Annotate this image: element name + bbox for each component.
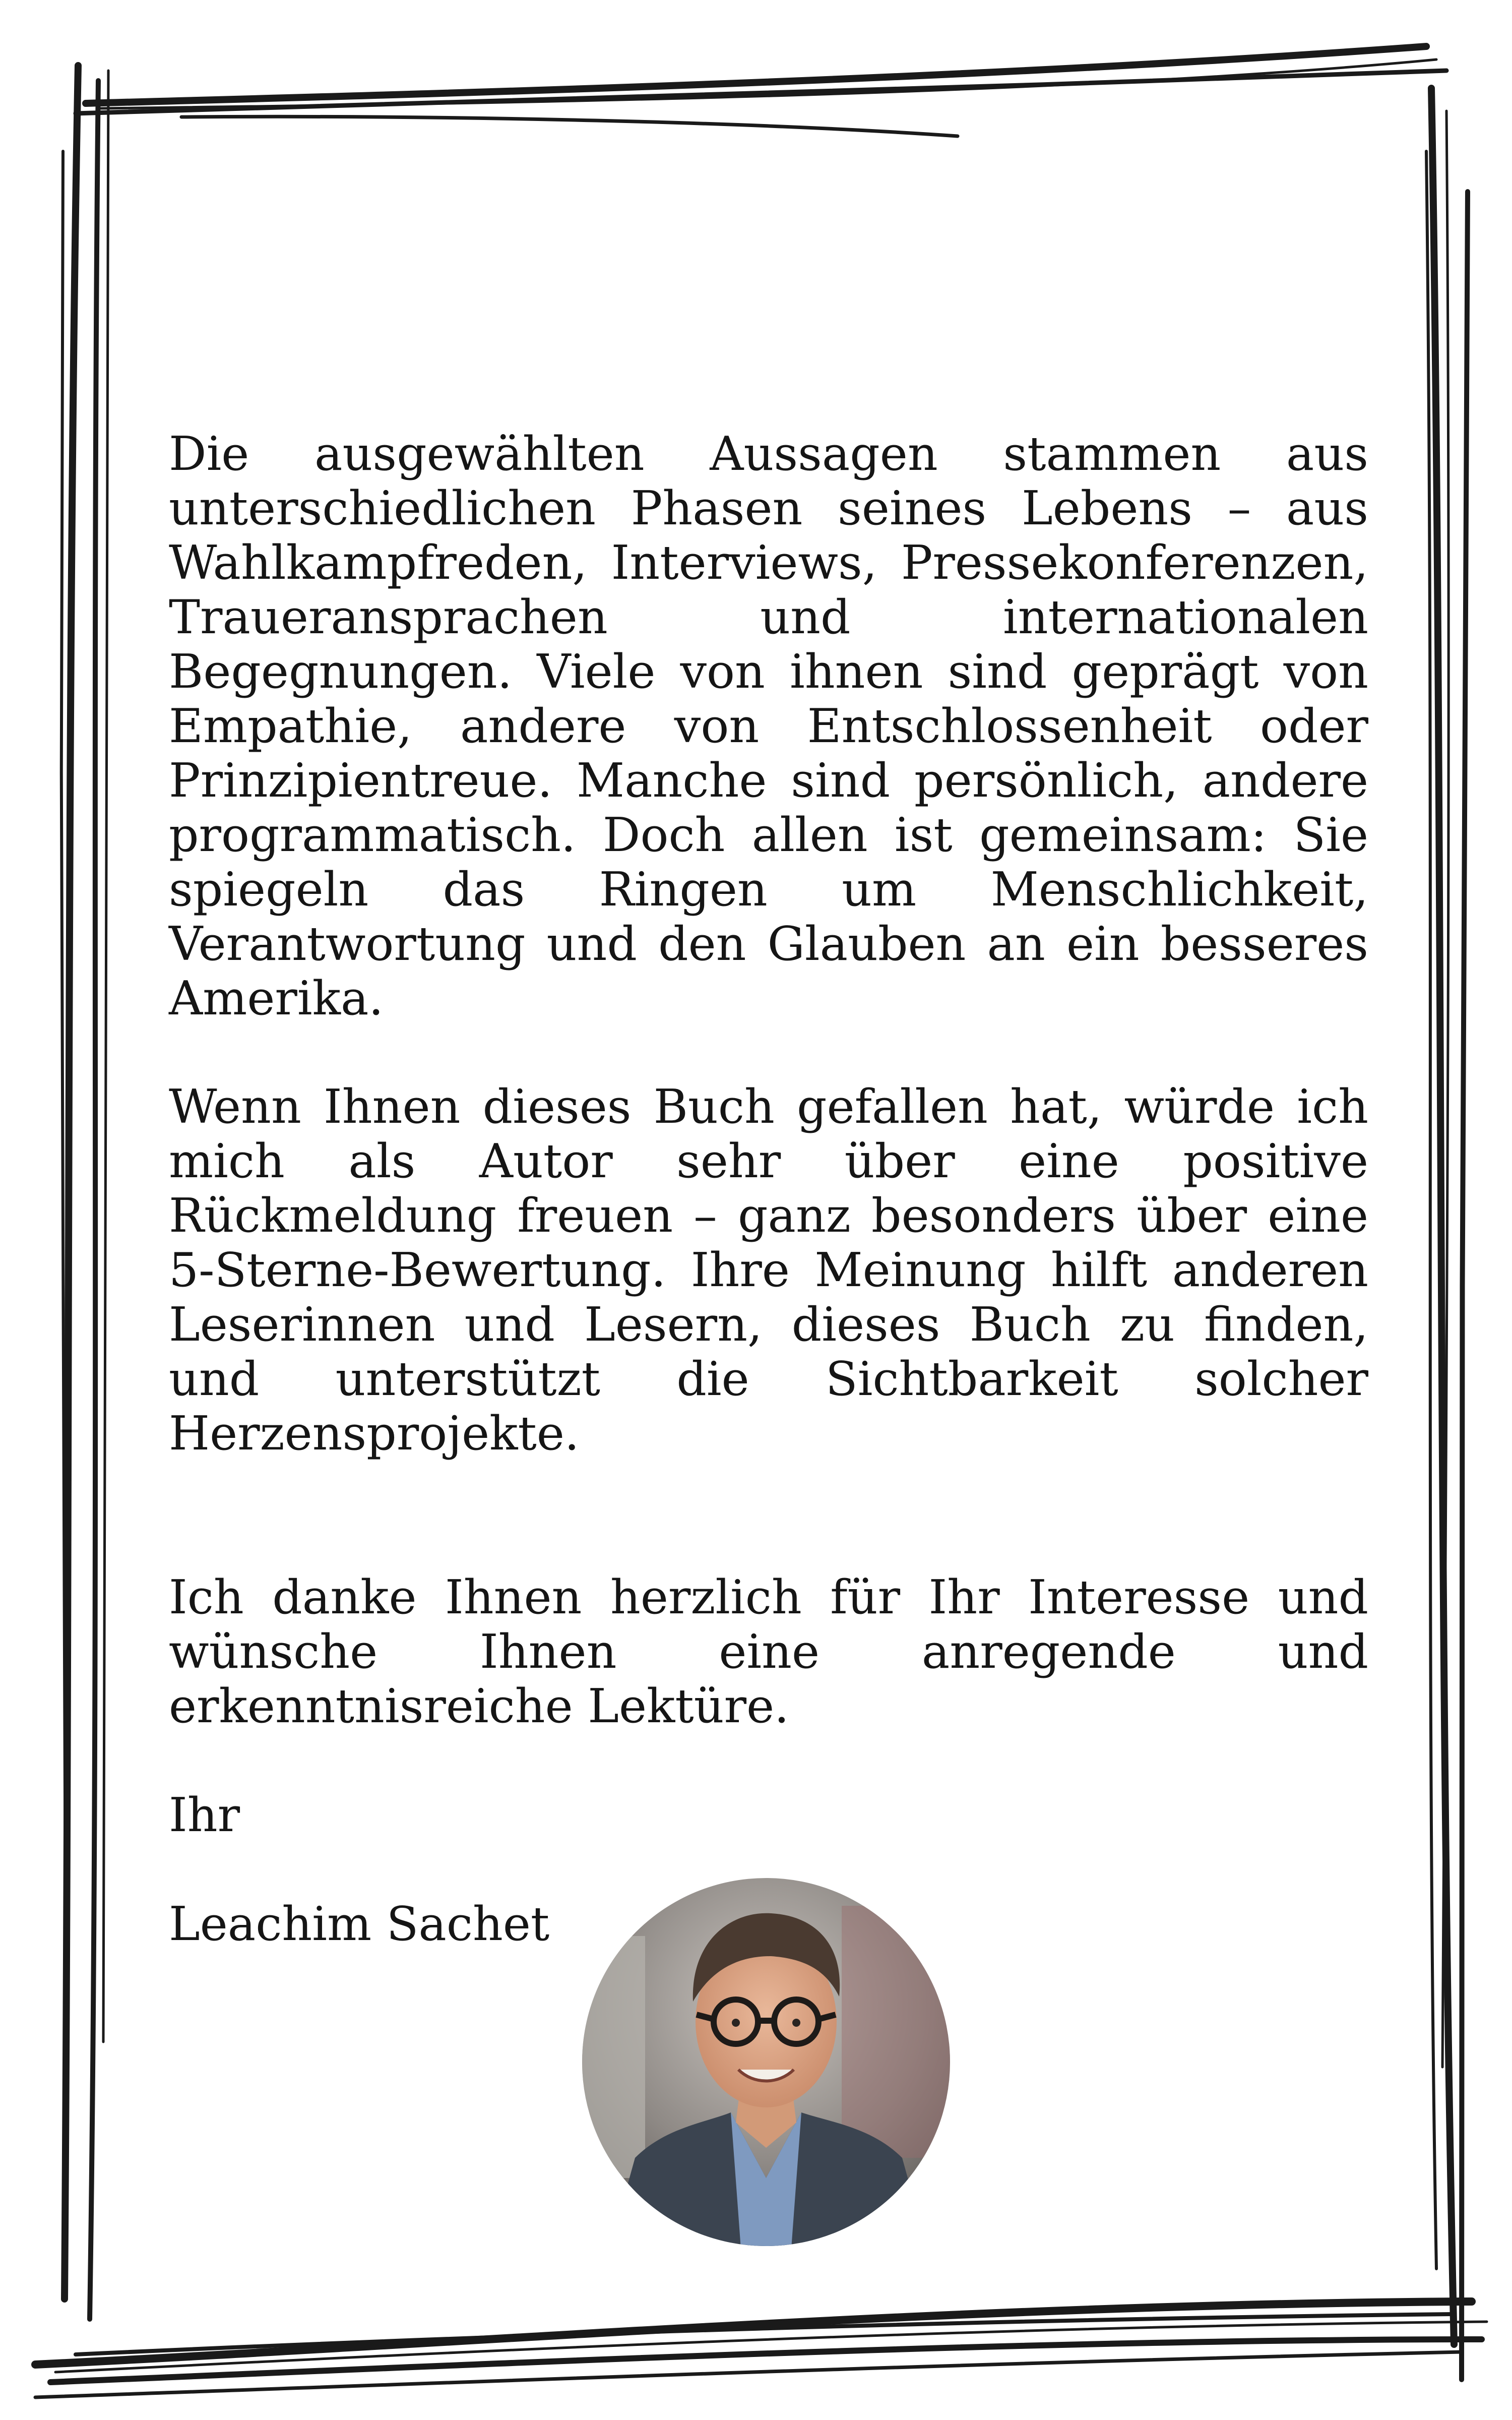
author-portrait [580, 1876, 953, 2249]
frame-top-stroke [181, 116, 958, 136]
frame-left-stroke [103, 71, 108, 2042]
frame-right-stroke [1461, 192, 1468, 2380]
closing-salutation: Ihr [169, 1788, 240, 1842]
paragraph-thanks: Ich danke Ihnen herzlich für Ihr Interesse und wünsche Ihnen eine anregende und erkenntnisreiche Lektüre. [169, 1570, 1368, 1733]
frame-left-stroke [90, 81, 98, 2319]
paragraph-review-request: Wenn Ihnen dieses Buch gefallen hat, würde ich mich als Autor sehr über eine positive Rückmeldung freuen – ganz besonders über eine 5-Sterne-Bewertung. Ihre Meinung hilft anderen Leserinnen und Lesern, dieses Buch zu finden, und unterstützt die Sichtbarkeit solcher Herzensprojekte. [169, 1079, 1368, 1461]
author-signature: Leachim Sachet [169, 1897, 550, 1951]
paragraph-intro: Die ausgewählten Aussagen stammen aus unterschiedlichen Phasen seines Lebens – aus Wahlkampfreden, Interviews, Pressekonferenzen, Traueransprachen und internationalen Begegnungen. Viele von ihnen sind geprägt von Empathie, andere von Entschlossenheit oder Prinzipientreue. Manche sind persönlich, andere programmatisch. Doch allen ist gemeinsam: Sie spiegeln das Ringen um Menschlichkeit, Verantwortung und den Glauben an ein besseres Amerika. [169, 427, 1368, 1025]
